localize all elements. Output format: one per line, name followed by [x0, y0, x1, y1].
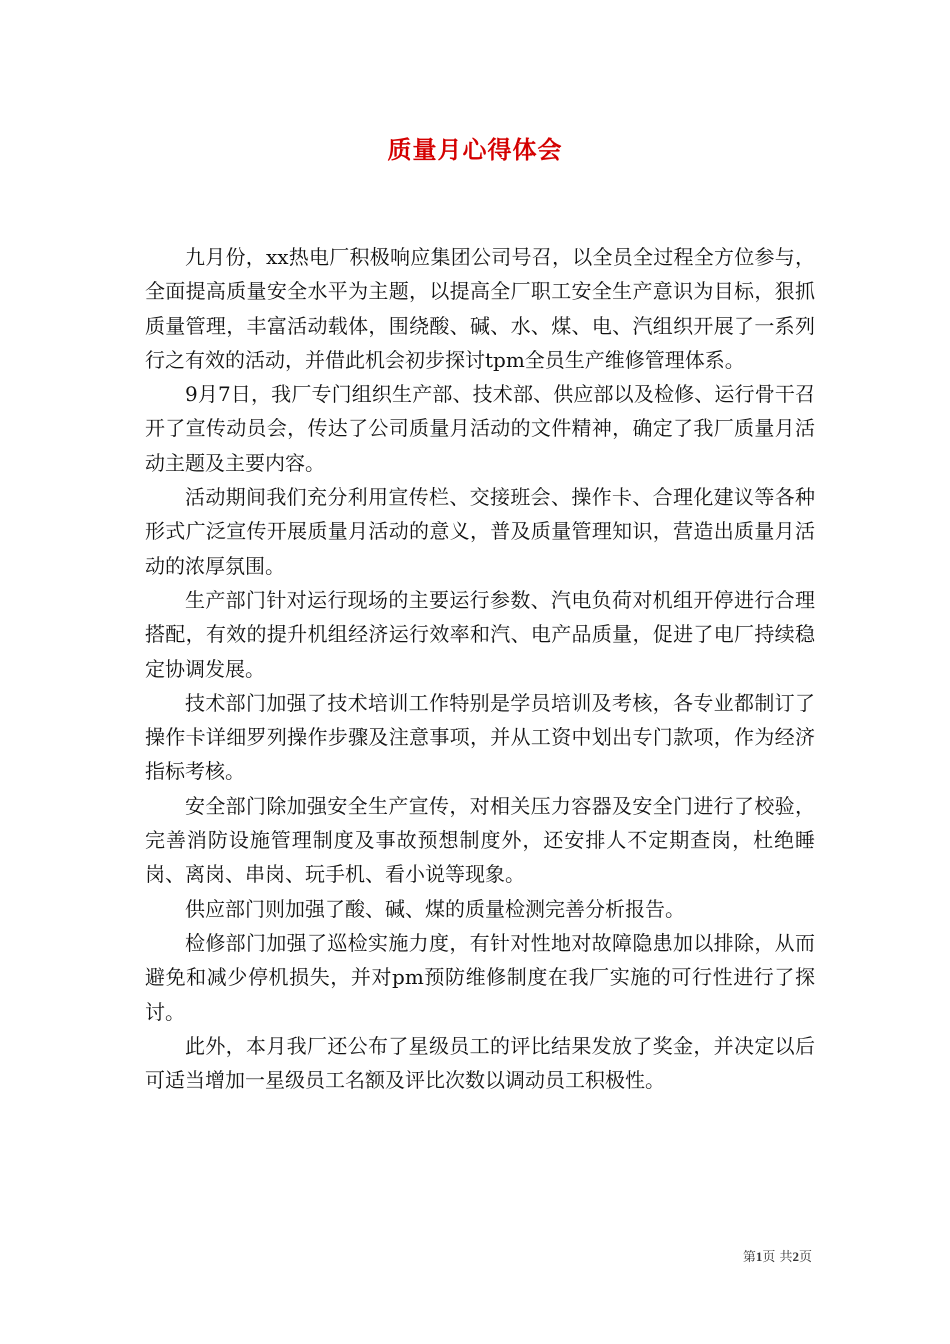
footer-middle: 页 共	[762, 1250, 793, 1265]
paragraph-8: 检修部门加强了巡检实施力度，有针对性地对故障隐患加以排除，从而避免和减少停机损失，并对pm预防维修制度在我厂实施的可行性进行了探讨。	[145, 930, 815, 1024]
footer-prefix: 第	[742, 1250, 756, 1265]
paragraph-4: 生产部门针对运行现场的主要运行参数、汽电负荷对机组开停进行合理搭配，有效的提升机组经济运行效率和汽、电产品质量，促进了电厂持续稳定协调发展。	[145, 587, 815, 681]
document-body	[145, 240, 815, 1097]
page-footer	[0, 1248, 812, 1267]
footer-total-pages: 2	[792, 1249, 799, 1264]
footer-current-page: 1	[755, 1249, 763, 1264]
paragraph-3: 活动期间我们充分利用宣传栏、交接班会、操作卡、合理化建议等各种形式广泛宣传开展质量月活动的意义，普及质量管理知识，营造出质量月活动的浓厚氛围。	[145, 485, 815, 578]
paragraph-9: 此外，本月我厂还公布了星级员工的评比结果发放了奖金，并决定以后可适当增加一星级员工名额及评比次数以调动员工积极性。	[145, 1033, 815, 1093]
document-title: 质量月心得体会	[387, 135, 563, 164]
paragraph-6: 安全部门除加强安全生产宣传，对相关压力容器及安全门进行了校验，完善消防设施管理制度及事故预想制度外，还安排人不定期查岗，杜绝睡岗、离岗、串岗、玩手机、看小说等现象。	[145, 793, 815, 887]
footer-suffix: 页	[798, 1250, 812, 1265]
paragraph-7: 供应部门则加强了酸、碱、煤的质量检测完善分析报告。	[185, 896, 685, 921]
paragraph-2: 9月7日，我厂专门组织生产部、技术部、供应部以及检修、运行骨干召开了宣传动员会，传达了公司质量月活动的文件精神，确定了我厂质量月活动主题及主要内容。	[145, 382, 815, 475]
paragraph-1: 九月份，xx热电厂积极响应集团公司号召，以全员全过程全方位参与，全面提高质量安全水平为主题，以提高全厂职工安全生产意识为目标，狠抓质量管理，丰富活动载体，围绕酸、碱、水、煤、电、汽组织开展了一系列行之有效的活动，并借此机会初步探讨tpm全员生产维修管理体系。	[145, 245, 815, 372]
paragraph-5: 技术部门加强了技术培训工作特别是学员培训及考核，各专业都制订了操作卡详细罗列操作步骤及注意事项，并从工资中划出专门款项，作为经济指标考核。	[145, 690, 815, 784]
